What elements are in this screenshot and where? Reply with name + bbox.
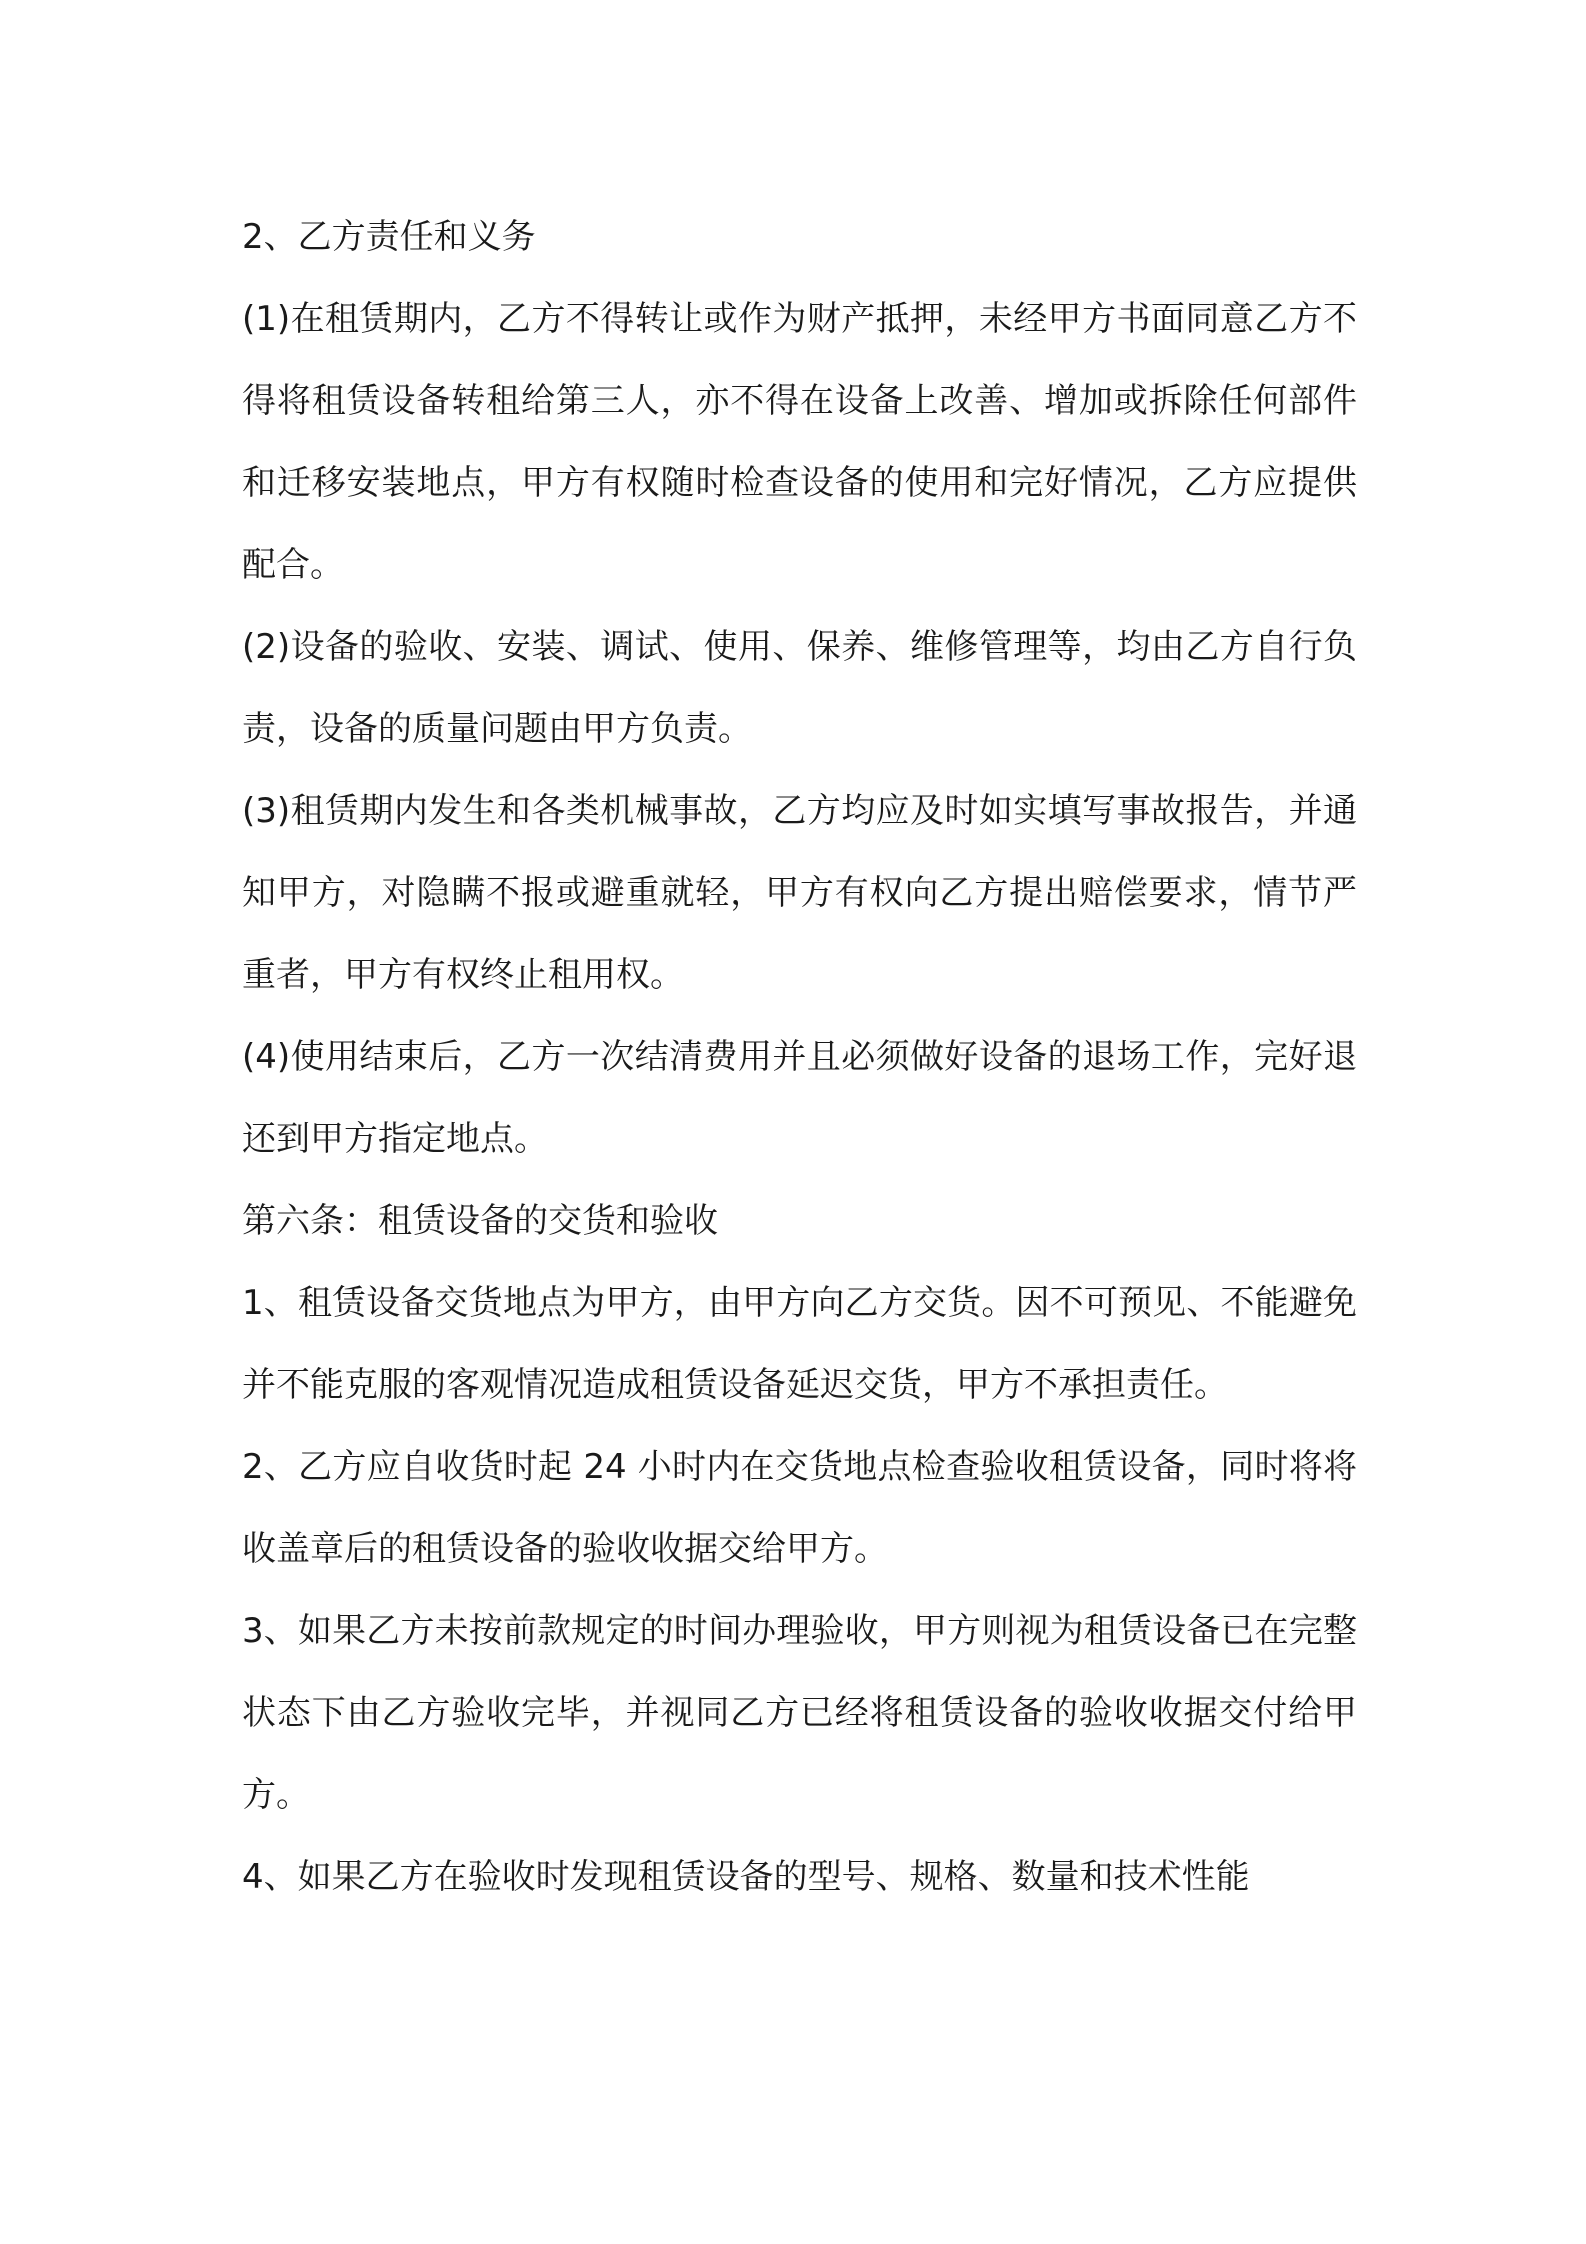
clause-3-accident-report: (3)租赁期内发生和各类机械事故，乙方均应及时如实填写事故报告，并通知甲方，对隐瞒不报或避重就轻，甲方有权向乙方提出赔偿要求，情节严重者，甲方有权终止租用权。 (242, 791, 1357, 995)
delivery-item-4: 4、如果乙方在验收时发现租赁设备的型号、规格、数量和技术性能 (242, 1857, 1250, 1897)
document-body (242, 196, 1357, 1918)
clause-2-acceptance-maintenance: (2)设备的验收、安装、调试、使用、保养、维修管理等，均由乙方自行负责，设备的质量问题由甲方负责。 (242, 627, 1357, 749)
delivery-item-3: 3、如果乙方未按前款规定的时间办理验收，甲方则视为租赁设备已在完整状态下由乙方验收完毕，并视同乙方已经将租赁设备的验收收据交付给甲方。 (242, 1611, 1357, 1815)
delivery-item-1: 1、租赁设备交货地点为甲方，由甲方向乙方交货。因不可预见、不能避免并不能克服的客观情况造成租赁设备延迟交货，甲方不承担责任。 (242, 1283, 1357, 1405)
delivery-item-2: 2、乙方应自收货时起 24 小时内在交货地点检查验收租赁设备，同时将将收盖章后的租赁设备的验收收据交给甲方。 (242, 1447, 1357, 1569)
article-6-heading: 第六条：租赁设备的交货和验收 (242, 1201, 718, 1241)
clause-1-no-transfer: (1)在租赁期内，乙方不得转让或作为财产抵押，未经甲方书面同意乙方不得将租赁设备转租给第三人，亦不得在设备上改善、增加或拆除任何部件和迁移安装地点，甲方有权随时检查设备的使用和完好情况，乙方应提供配合。 (242, 299, 1357, 585)
section-heading-party-b-duties: 2、乙方责任和义务 (242, 217, 536, 257)
clause-4-return-equipment: (4)使用结束后，乙方一次结清费用并且必须做好设备的退场工作，完好退还到甲方指定地点。 (242, 1037, 1357, 1159)
